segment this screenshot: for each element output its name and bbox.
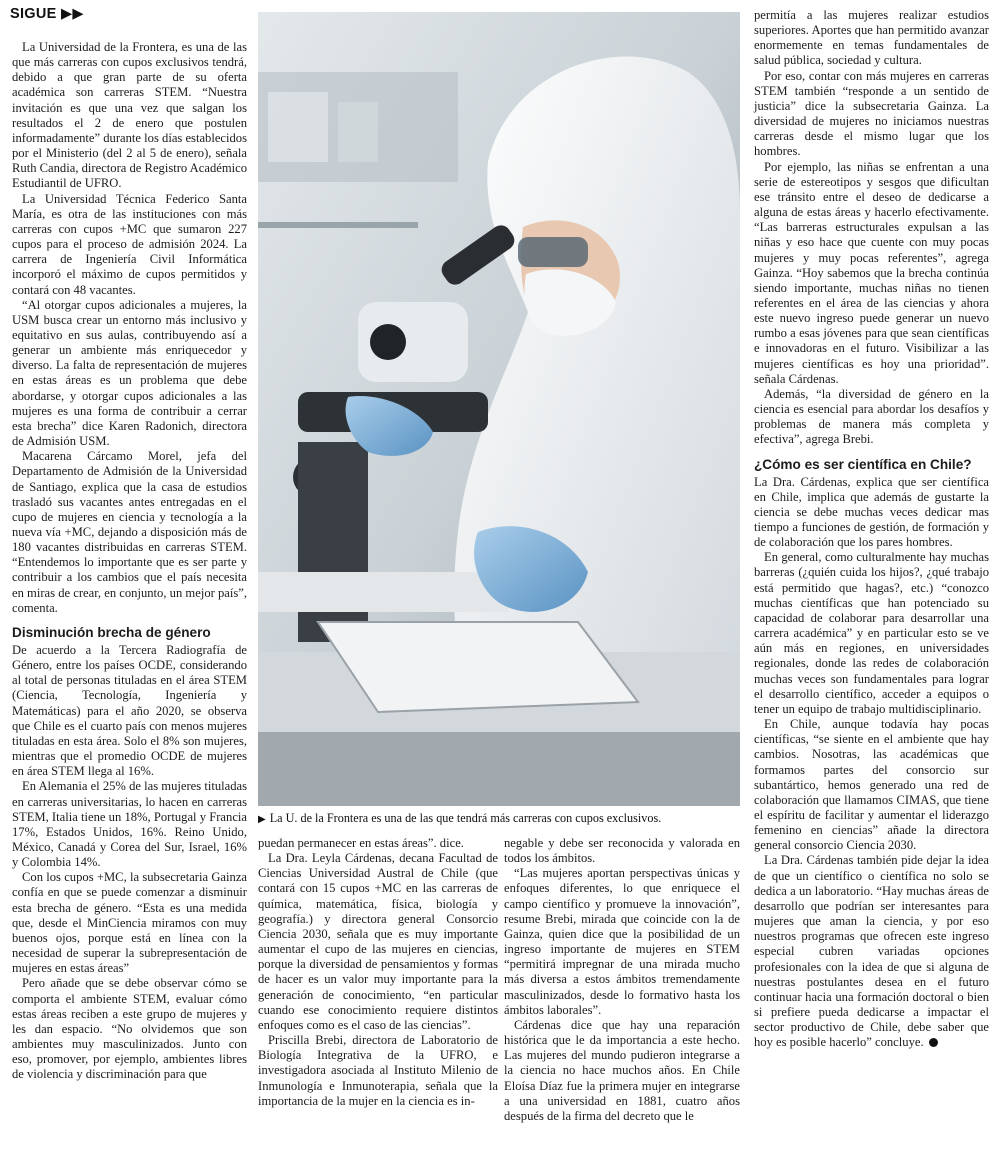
article-column-3	[504, 836, 740, 1160]
paragraph: La Universidad de la Frontera, es una de las que más carreras con cupos exclusivos tendrá, debido a que gran parte de su oferta académica son carreras STEM. “Nuestra invitación es que una vez que salgan los resultados el 2 de enero que postulen informadamente” durante los días establecidos por el Ministerio (del 2 al 5 de enero), señala Ruth Candia, directora de Registro Académico Estudiantil de UFRO.	[12, 40, 248, 191]
paragraph: De acuerdo a la Tercera Radiografía de Género, entre los países OCDE, considerando al total de personas tituladas en el área STEM (Ciencia, Tecnología, Ingeniería y Matemáticas) para el año 2020, se observa que Chile es el cuarto país con menos mujeres tituladas en esta área. Solo el 8% son mujeres, mientras que el promedio OCDE de mujeres en área STEM llega al 16%.	[12, 642, 247, 779]
article-column-1	[12, 40, 247, 1160]
section-kicker: SIGUE ▶▶	[10, 6, 84, 22]
scientist-microscope-illustration	[258, 12, 740, 806]
paragraph: La Dra. Leyla Cárdenas, decana Facultad de Ciencias Universidad Austral de Chile (que contará con 15 cupos +MC en las carreras de química, matemática, física, biología y geografía.) y directora general Consorcio Ciencia 2030, señala que es muy importante aumentar el cupo de las mujeres en ciencias, porque la diversidad de pensamientos y formas de hacer es un valor muy importante para la generación de conocimiento, “en particular cuando ese conocimiento requiere distintos enfoques como es el caso de las ciencias”.	[258, 851, 498, 1032]
paragraph-final	[754, 853, 989, 1050]
paragraph: En Alemania el 25% de las mujeres tituladas en carreras universitarias, lo hacen en carreras STEM, Italia tiene un 18%, Portugal y Francia 17%, Estados Unidos, 16%. Reino Unido, México, Canadá y Corea del Sur, Israel, 16% y Colombia 14%.	[12, 779, 247, 870]
article-column-4	[754, 8, 989, 1160]
paragraph: “Las mujeres aportan perspectivas únicas y enfoques diferentes, lo que enriquece el campo científico y promueve la innovación”, resume Brebi, mirada que coincide con la de Gainza, quien dice que la posibilidad de un ingreso importante de mujeres en STEM “permitirá impregnar de una mirada mucho más diversa a estos ámbitos tremendamente masculinizados, desde lo formativo hasta los ámbitos laborales”.	[504, 866, 740, 1017]
paragraph: puedan permanecer en estas áreas”. dice.	[258, 836, 464, 850]
paragraph: negable y debe ser reconocida y valorada en todos los ámbitos.	[504, 836, 740, 866]
article-column-2	[258, 836, 498, 1160]
photo-caption	[258, 811, 740, 827]
end-of-article-bullet-icon	[929, 1038, 938, 1047]
paragraph: permitía a las mujeres realizar estudios superiores. Aportes que han permitido avanzar enormemente en temas fundamentales de salud pública, sociedad y cultura.	[754, 8, 989, 68]
paragraph: En Chile, aunque todavía hay pocas científicas, “se siente en el ambiente que hay cambios. Nosotras, las académicas que formamos partes del consorcio sur subantártico, hemos generado una red de colaboración que llamamos CIMAS, que tiene el espíritu de facilitar y aumentar el liderazgo femenino en ciencias” añade la directora general consorcio Ciencia 2030.	[754, 717, 989, 853]
section-heading: ¿Cómo es ser científica en Chile?	[754, 456, 972, 472]
paragraph: Priscilla Brebi, directora de Laboratorio de Biología Integrativa de la UFRO, e investigadora asociada al Instituto Milenio de Inmunología e Inmunoterapia, señala que la importancia de la mujer en la ciencia es in-	[258, 1033, 498, 1108]
paragraph: “Al otorgar cupos adicionales a mujeres, la USM busca crear un entorno más inclusivo y equitativo en sus aulas, contribuyendo así a generar un ambiente más enriquecedor y diverso. La falta de representación de mujeres en estas áreas es un problema que debe abordarse, y otorgar cupos adicionales a las mujeres es una forma de contribuir a cerrar esta brecha” dice Karen Radonich, directora de Admisión USM.	[12, 297, 247, 449]
paragraph: Con los cupos +MC, la subsecretaria Gainza confía en que se puede comenzar a disminuir esta brecha de género. “Esta es una medida que, desde el MinCiencia miramos con muy buenos ojos, porque está en línea con la necesidad de superar la subrepresentación de mujeres en estas áreas”	[12, 870, 247, 976]
lab-photo	[258, 12, 740, 806]
paragraph: Pero añade que se debe observar cómo se comporta el ambiente STEM, evaluar cómo estas áreas reciben a este grupo de mujeres y les dan espacio. “No olvidemos que son ambientes muy masculinizados. Junto con eso, promover, por ejemplo, ambientes libres de violencia y discriminación para que	[12, 976, 247, 1082]
paragraph: Por ejemplo, las niñas se enfrentan a una serie de estereotipos y sesgos que dificultan ese tránsito entre el deseo de dedicarse a alguna de estas áreas y hacerlo efectivamente. “Las barreras estructurales expulsan a las niñas y eso hace que cuente con muy pocas mujeres y muy pocas referentes”, agrega Gainza. “Hoy sabemos que la brecha continúa siendo importante, muchas niñas no tienen referentes en el área de las ciencias y ahora este nuevo ingreso puede generar un nuevo rumbo a esas jóvenes para que sean científicas e innovadoras en el futuro. Visibilizar a las mujeres científicas es hoy una prioridad”. señala Cárdenas.	[754, 159, 989, 386]
paragraph: En general, como culturalmente hay muchas barreras (¿quién cuida los hijos?, ¿qué trabajo está permitido que hagas?, etc.) “conozco muchas científicas que han potenciado su capacidad de colaborar para desarrollar una carrera académica” y en particular esto se ve aún más en regiones, en universidades regionales, donde las redes de colaboración muchas veces son fundamentales para lograr el desarrollo científico, acceder a equipos o tener un equipo de trabajo multidisciplinario.	[754, 550, 989, 716]
caption-text: La U. de la Frontera es una de las que tendrá más carreras con cupos exclusivos.	[269, 811, 662, 825]
paragraph: La Dra. Cárdenas, explica que ser científica en Chile, implica que además de gustarte la ciencia se debe muchas veces dedicar mas tiempo a funciones de gestión, de formación y de colaboración que los pares hombres.	[754, 474, 989, 550]
caption-marker: ▶	[258, 814, 266, 825]
paragraph: Cárdenas dice que hay una reparación histórica que le da importancia a este hecho. Las mujeres del mundo pudieron integrarse a la ciencia no hace muchos años. En Chile Eloísa Díaz fue la primera mujer en integrarse a una universidad en 1881, cuatro años después de la firma del decreto que le	[504, 1017, 740, 1123]
paragraph: Macarena Cárcamo Morel, jefa del Departamento de Admisión de la Universidad de Santiago, explica que la casa de estudios trasladó sus vacantes antes entregadas en el cupo de mujeres en ciencia y tecnología a la nueva vía +MC, dejando a disposición más de 180 vacantes distribuidas en carreras STEM. “Entendemos lo importante que es ser parte y contribuir a los cambios que el país necesita en miras de crear, en conjunto, un mejor país”, comenta.	[12, 449, 247, 615]
paragraph: Además, “la diversidad de género en la ciencia es esencial para abordar los desafíos y problemas de manera más completa y efectiva”, agrega Brebi.	[754, 386, 989, 447]
paragraph-text: La Dra. Cárdenas también pide dejar la idea de que un científico o científica no solo se dedica a un laboratorio. “Hay muchas áreas de desarrollo que podrían ser interesantes para mujeres que aman la ciencia, y por eso nuestros programas que ofrecen este ingreso especial cubren variadas opciones profesionales con la idea de que si alguna de nuestras postulantes desea en el futuro continuar hacia una formación doctoral o bien si prefiere pueda dedicarse a impactar el sector productivo de Chile, debe saber que hoy es posible hacerlo” concluye.	[754, 853, 989, 1050]
paragraph: Por eso, contar con más mujeres en carreras STEM también “responde a un sentido de justicia” dice la subsecretaria Gainza. La diversidad de mujeres no iniciamos nuestras carreras desde el mismo lugar que los hombres.	[754, 68, 989, 159]
paragraph: La Universidad Técnica Federico Santa María, es otra de las instituciones con más carreras con cupos +MC que sumaron 227 cupos para el proceso de admisión 2024. La carrera de Ingeniería Civil Informática incorporó el máximo de cupos permitidos y contará con 48 vacantes.	[12, 191, 247, 297]
section-heading: Disminución brecha de género	[12, 624, 211, 640]
